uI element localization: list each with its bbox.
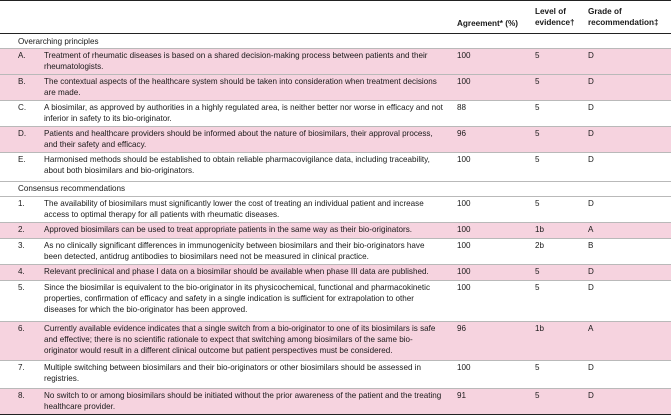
- row-text: The contextual aspects of the healthcare system should be taken into consideration when treatment decisions are made.: [44, 77, 437, 97]
- row-level: 2b: [535, 241, 545, 250]
- header-grade-line2: recommendation‡: [588, 18, 659, 27]
- row-id: 7.: [18, 363, 25, 372]
- row-text: Treatment of rheumatic diseases is based on a shared decision-making process between patients and their rheumatologists.: [44, 51, 428, 71]
- row-level: 1b: [535, 225, 545, 234]
- row-level: 5: [535, 129, 540, 138]
- header-level-line2: evidence†: [535, 18, 575, 27]
- table-row: [0, 75, 671, 100]
- row-agreement: 100: [457, 283, 471, 292]
- row-grade: D: [588, 363, 594, 372]
- table-row: [0, 127, 671, 152]
- table-row: [0, 389, 671, 414]
- row-text: Multiple switching between biosimilars and their bio-originators or other biosimilars should be assessed in registries.: [44, 363, 421, 383]
- row-text: Patients and healthcare providers should be informed about the nature of biosimilars, their approval process, and their safety and efficacy.: [44, 129, 433, 149]
- row-text: The availability of biosimilars must significantly lower the cost of treating an individual patient and increase access to optimal therapy for all patients with rheumatic diseases.: [44, 199, 424, 219]
- section-title: Overarching principles: [18, 37, 99, 46]
- row-text: As no clinically significant differences in immunogenicity between biosimilars and their bio-originators have been detected, antidrug antibodies to biosimilars need not be measured in clinical practice.: [44, 241, 425, 261]
- row-level: 5: [535, 363, 540, 372]
- table-row: [0, 281, 671, 321]
- row-grade: A: [588, 225, 594, 234]
- table-header: [0, 0, 671, 34]
- header-level-line1: Level of: [535, 7, 566, 16]
- row-text: No switch to or among biosimilars should be initiated without the prior awareness of the patient and the treating healthcare provider.: [44, 391, 442, 411]
- table-row: [0, 223, 671, 238]
- row-id: 6.: [18, 324, 25, 333]
- row-id: C.: [18, 103, 27, 112]
- row-grade: D: [588, 391, 594, 400]
- row-id: E.: [18, 155, 26, 164]
- table-row: [0, 322, 671, 360]
- section-heading: [0, 35, 671, 48]
- row-agreement: 91: [457, 391, 467, 400]
- row-agreement: 100: [457, 155, 471, 164]
- row-id: 8.: [18, 391, 25, 400]
- row-agreement: 100: [457, 51, 471, 60]
- table-row: [0, 101, 671, 126]
- row-agreement: 100: [457, 363, 471, 372]
- row-grade: D: [588, 283, 594, 292]
- row-level: 5: [535, 77, 540, 86]
- table-row: [0, 361, 671, 388]
- row-grade: D: [588, 199, 594, 208]
- table-row: [0, 197, 671, 222]
- table-row: [0, 153, 671, 181]
- section-heading: [0, 182, 671, 196]
- row-level: 5: [535, 391, 540, 400]
- row-text: Relevant preclinical and phase I data on a biosimilar should be available when phase III data are published.: [44, 267, 429, 276]
- row-id: 2.: [18, 225, 25, 234]
- row-text: Currently available evidence indicates that a single switch from a bio-originator to one of its biosimilars is safe and effective; there is no scientific rationale to expect that switching among biosimilars of the same bio-originator would result in a different clinical outcome but patient perspectives must be considered.: [44, 324, 436, 355]
- row-agreement: 88: [457, 103, 467, 112]
- row-id: A.: [18, 51, 26, 60]
- row-agreement: 100: [457, 199, 471, 208]
- section-title: Consensus recommendations: [18, 184, 126, 193]
- table-row: [0, 49, 671, 74]
- row-id: 5.: [18, 283, 25, 292]
- header-agreement: Agreement* (%): [457, 19, 518, 28]
- row-agreement: 100: [457, 241, 471, 250]
- row-level: 5: [535, 103, 540, 112]
- row-grade: D: [588, 129, 594, 138]
- row-grade: B: [588, 241, 594, 250]
- row-agreement: 96: [457, 324, 467, 333]
- row-level: 5: [535, 283, 540, 292]
- row-text: A biosimilar, as approved by authorities in a highly regulated area, is neither better nor worse in efficacy and not inferior in safety to its bio-originator.: [44, 103, 443, 123]
- row-agreement: 100: [457, 77, 471, 86]
- header-grade-line1: Grade of: [588, 7, 622, 16]
- row-level: 5: [535, 267, 540, 276]
- row-agreement: 100: [457, 225, 471, 234]
- row-text: Harmonised methods should be established to obtain reliable pharmacovigilance data, including traceability, about both biosimilars and bio-originators.: [44, 155, 430, 175]
- row-grade: D: [588, 103, 594, 112]
- table-row: [0, 265, 671, 280]
- row-grade: A: [588, 324, 594, 333]
- row-agreement: 96: [457, 129, 467, 138]
- row-agreement: 100: [457, 267, 471, 276]
- row-id: 4.: [18, 267, 25, 276]
- row-grade: D: [588, 267, 594, 276]
- row-id: B.: [18, 77, 26, 86]
- row-id: 3.: [18, 241, 25, 250]
- row-grade: D: [588, 155, 594, 164]
- row-level: 1b: [535, 324, 545, 333]
- row-grade: D: [588, 51, 594, 60]
- row-level: 5: [535, 51, 540, 60]
- row-text: Since the biosimilar is equivalent to the bio-originator in its physicochemical, functional and pharmacokinetic properties, confirmation of efficacy and safety in a single indication is sufficient for extrapolation to other diseases for which the bio-originator has been approved.: [44, 283, 431, 314]
- row-grade: D: [588, 77, 594, 86]
- row-level: 5: [535, 199, 540, 208]
- row-id: 1.: [18, 199, 25, 208]
- row-text: Approved biosimilars can be used to treat appropriate patients in the same way as their bio-originators.: [44, 225, 413, 234]
- table-row: [0, 239, 671, 264]
- row-id: D.: [18, 129, 27, 138]
- row-level: 5: [535, 155, 540, 164]
- bottom-rule: [0, 414, 671, 415]
